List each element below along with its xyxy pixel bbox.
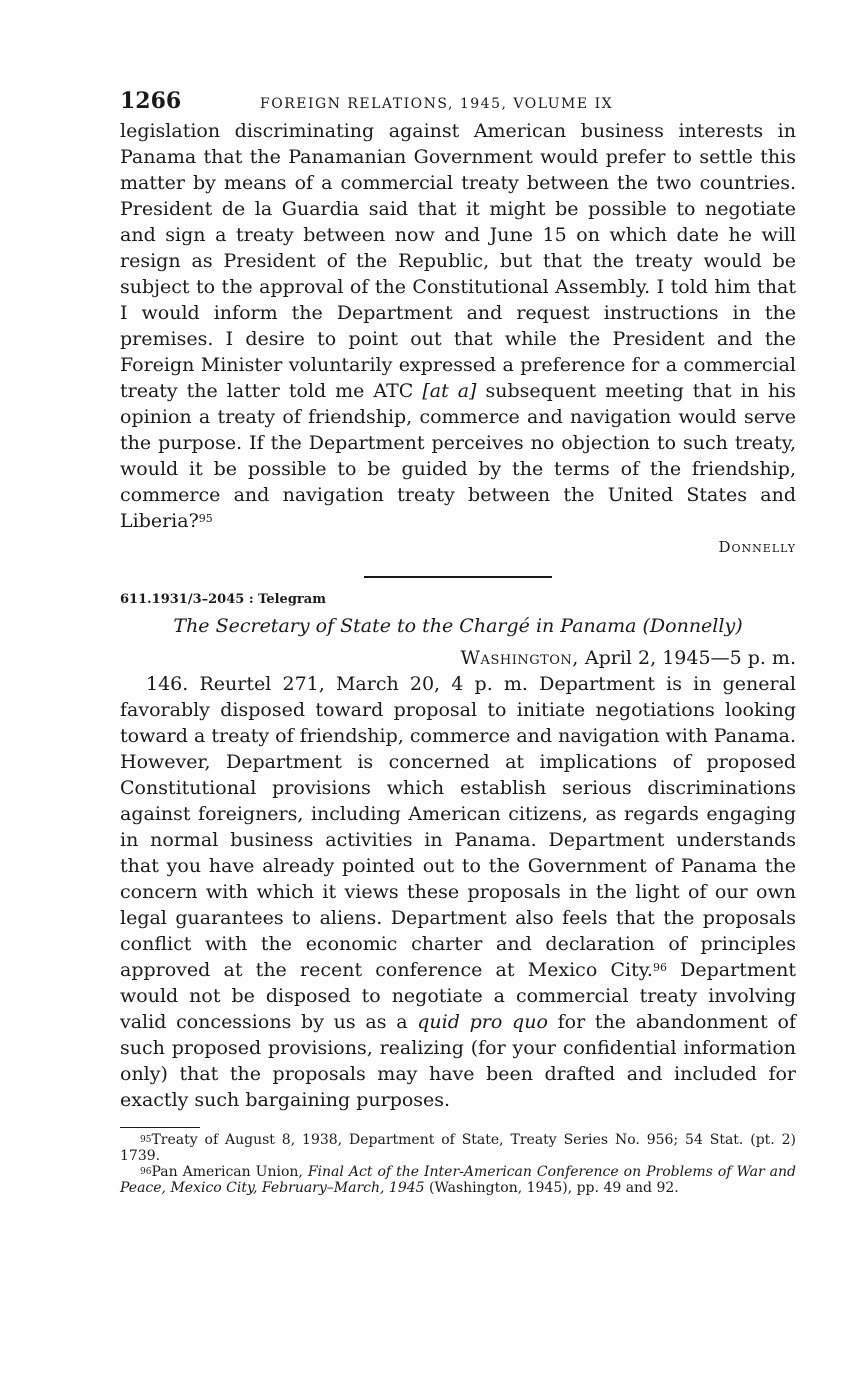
footnote-title: Final Act of the Inter-American Conference on Problems of War and Peace, Mexico City, February–March, 1945 [120, 1164, 796, 1196]
footnote-text: Treaty of August 8, 1938, Department of State, Treaty Series No. 956; 54 Stat. (pt. 2) 1739. [120, 1132, 796, 1164]
quid-pro-quo: quid pro quo [417, 1011, 548, 1033]
section-divider [364, 576, 552, 578]
dateline-date: April 2, 1945—5 p. m. [578, 647, 796, 669]
file-reference: 611.1931/3–2045 : Telegram [120, 592, 326, 607]
page-header [120, 88, 796, 118]
dateline [120, 647, 796, 669]
running-head: FOREIGN RELATIONS, 1945, VOLUME IX [260, 96, 614, 112]
footnote-95 [120, 1132, 796, 1164]
footnote-number: 96 [140, 1167, 152, 1177]
telegram-body-part2: Department would not be disposed to negotiate a commercial treaty involving valid concessions by us as a [120, 959, 796, 1033]
telegram-body-part3: for the abandonment of such proposed provisions, realizing (for your confidential information only) that the proposals may have been drafted and included for exactly such bargaining purposes. [120, 1011, 796, 1111]
footnote-number: 95 [140, 1135, 152, 1145]
footnote-text-before: Pan American Union, [151, 1164, 308, 1180]
footnote-ref-95[interactable]: 95 [198, 512, 213, 525]
footnote-ref-96[interactable]: 96 [652, 961, 667, 974]
continuation-text: legislation discriminating against American business interests in Panama that the Panamanian Government would prefer to settle this matter by means of a commercial treaty between the two countries. President de la Guardia said that it might be possible to negotiate and sign a treaty between now and June 15 on which date he will resign as President of the Republic, but that the treaty would be subject to the approval of the Constitutional Assembly. I told him that I would inform the Department and request instructions in the premises. I desire to point out that while the President and the Foreign Minister voluntarily expressed a preference for a commercial treaty the latter told me ATC [120, 120, 796, 402]
continuation-paragraph [120, 118, 796, 534]
document-title: The Secretary of State to the Chargé in Panama (Donnelly) [173, 615, 743, 637]
document-page [120, 88, 796, 1196]
footnote-divider [120, 1127, 200, 1128]
signature: Donnelly [718, 538, 796, 556]
telegram-body-part1: 146. Reurtel 271, March 20, 4 p. m. Department is in general favorably disposed toward proposal to initiate negotiations looking toward a treaty of friendship, commerce and navigation with Panama. However, Department is concerned at implications of proposed Constitutional provisions which establish serious discriminations against foreigners, including American citizens, as regards engaging in normal business activities in Panama. Department understands that you have already pointed out to the Government of Panama the concern with which it views these proposals in the light of our own legal guarantees to aliens. Department also feels that the proposals conflict with the economic charter and declaration of principles approved at the recent conference at Mexico City. [120, 673, 796, 981]
bracket-note: [at a] [422, 380, 477, 402]
footnote-96 [120, 1164, 796, 1196]
continuation-text-after: subsequent meeting that in his opinion a treaty of friendship, commerce and navigation would serve the purpose. If the Department perceives no objection to such treaty, would it be possible to be guided by the terms of the friendship, commerce and navigation treaty between the United States and Liberia? [120, 380, 797, 532]
footnote-text-after: (Washington, 1945), pp. 49 and 92. [424, 1180, 679, 1196]
telegram-body [120, 671, 796, 1113]
page-number: 1266 [120, 88, 182, 114]
dateline-place: Washington, [460, 647, 579, 669]
